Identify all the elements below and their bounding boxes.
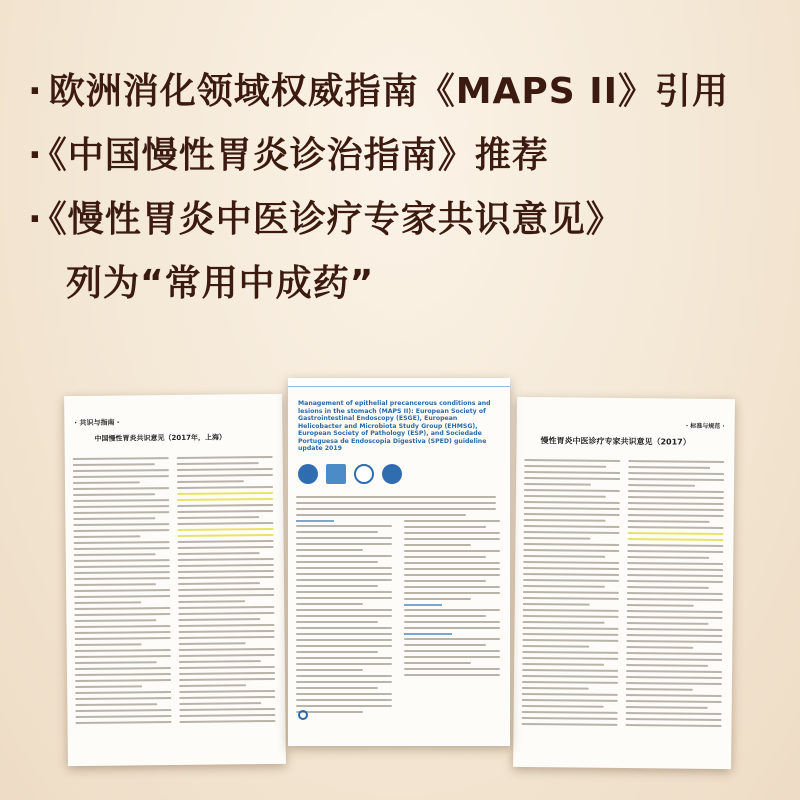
bullet-text: 《中国慢性胃炎诊治指南》推荐	[48, 135, 549, 176]
bullet-text: 欧洲消化领域权威指南《MAPS II》引用	[48, 71, 730, 112]
link-icon	[298, 710, 308, 720]
esp-logo-icon	[354, 464, 374, 484]
esge-logo-icon	[298, 464, 318, 484]
document-maps-ii	[288, 378, 510, 746]
bullet-tcm-consensus	[28, 198, 623, 242]
section-label: · 共识与指南 ·	[74, 418, 120, 428]
sped-logo-icon	[382, 464, 402, 484]
bullet-dot: ·	[28, 135, 43, 176]
document-china-consensus	[64, 394, 286, 766]
bullet-text: 《慢性胃炎中医诊疗专家共识意见》	[48, 199, 623, 240]
bullet-maps	[28, 70, 729, 114]
bullet-dot: ·	[28, 71, 43, 112]
text-column-right	[177, 456, 276, 727]
document-title: 慢性胃炎中医诊疗专家共识意见（2017）	[540, 436, 691, 447]
section-label: · 标准与规范 ·	[685, 422, 725, 431]
ehmsg-logo-icon	[326, 464, 346, 484]
text-column-right	[625, 460, 724, 731]
text-column-left	[73, 457, 172, 728]
text-column-left	[521, 459, 620, 730]
header-bar	[288, 378, 510, 387]
bullet-dot: ·	[28, 199, 43, 240]
document-title: 中国慢性胃炎共识意见（2017年，上海）	[94, 433, 227, 443]
bullet-listed-as	[66, 262, 374, 306]
society-logos	[298, 464, 402, 484]
authors-block	[296, 496, 496, 520]
affiliations-left	[296, 520, 392, 717]
bullet-text: 列为“常用中成药”	[66, 263, 375, 304]
document-tcm-consensus	[513, 397, 735, 769]
affiliations-right	[404, 520, 500, 680]
document-title: Management of epithelial precancerous conditions and lesions in the stomach (MAPS II): European Society of Gastrointestinal Endoscopy (ESGE), European Helicobacter and Microbiota Study Group (EHMSG), European Society of Pathology (ESP), and Sociedade Portuguesa de Endoscopia Digestiva (SPED) guideline update 2019	[298, 400, 491, 452]
bullet-china-guideline	[28, 134, 549, 178]
